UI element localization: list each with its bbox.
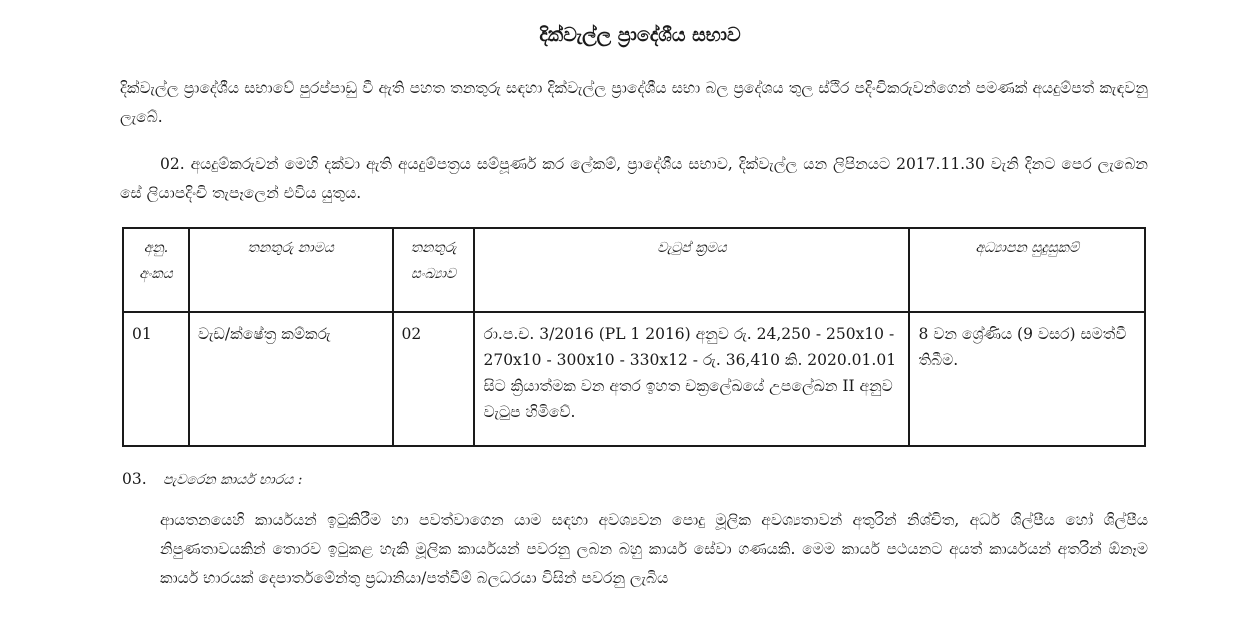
intro-paragraph: දික්වැල්ල ප්‍රාදේශීය සභාවේ පුරප්පාඩු වී ඇති පහත තනතුරු සඳහා දික්වැල්ල ප්‍රාදේශීය සභා බල ප්‍රදේශය තුල ස්ථිර පදිංචිකරුවන්ගෙන් පමණක් අයදුම්පත් කැඳවනු ලැබේ.	[120, 79, 1148, 126]
document-title: දික්වැල්ල ප්‍රාදේශීය සභාව	[539, 24, 741, 46]
table-header-row	[123, 228, 1145, 312]
section-3-heading	[122, 470, 302, 488]
header-serial-number: අනු. අංකය	[123, 228, 189, 312]
header-salary-scale: වැටුප් ක්‍රමය	[474, 228, 909, 312]
application-instructions-paragraph: 02. අයදුම්කරුවන් මෙහි දක්වා ඇති අයදුම්පත්‍රය සම්පූර්ණ කර ලේකම්, ප්‍රාදේශීය සභාව, දික්වැල්ල යන ලිපිනයට 2017.11.30 වැනි දිනට පෙර ලැබෙන සේ ලියාපදිංචි තැපෑලෙන් එවිය යුතුය.	[120, 155, 1148, 202]
table-row	[123, 312, 1145, 446]
vacancy-table	[122, 227, 1146, 447]
cell-serial-number: 01	[123, 312, 189, 446]
header-educational-qualifications: අධ්‍යාපන සුදුසුකම්	[909, 228, 1145, 312]
cell-post-count: 02	[393, 312, 475, 446]
section-3-title: පැවරෙන කාර්ය භාරය :	[162, 472, 303, 488]
section-3-number: 03.	[122, 470, 147, 488]
cell-post-name: වැඩ/ක්ෂේත්‍ර කම්කරු	[189, 312, 393, 446]
cell-educational-qualifications: 8 වන ශ්‍රේණිය (9 වසර) සමත්වී තිබීම.	[909, 312, 1145, 446]
header-post-count: තනතුරු සංඛ්‍යාව	[393, 228, 475, 312]
header-post-name: තනතුරු නාමය	[189, 228, 393, 312]
duties-paragraph: ආයතනයෙහි කාර්යයන් ඉටුකිරීම හා පවත්වාගෙන යාම සඳහා අවශ්‍යවන පොදු මූලික අවශ්‍යතාවන් අතුරින් නිශ්චිත, අර්ධ ශිල්පීය හෝ ශිල්පීය නිපුණතාවයකින් තොරව ඉටුකළ හැකි මූලික කාර්යයන් පවරනු ලබන බහු කාර්ය සේවා ගණයකි. මෙම කාර්ය පථයනට අයත් කාර්යයන් අතරින් ඕනෑම කාර්ය භාරයක් දෙපාර්තමේන්තු ප්‍රධානියා/පත්වීම් බලධරයා විසින් පවරනු ලැබිය	[160, 511, 1148, 587]
cell-salary-scale: රා.ප.ච. 3/2016 (PL 1 2016) අනුව රු. 24,250 - 250x10 - 270x10 - 300x10 - 330x12 - රු. 36,410 කි. 2020.01.01 සිට ක්‍රියාත්මක වන අතර ඉහත චක්‍රලේඛයේ උපලේඛන II අනුව වැටුප හිමිවේ.	[474, 312, 909, 446]
